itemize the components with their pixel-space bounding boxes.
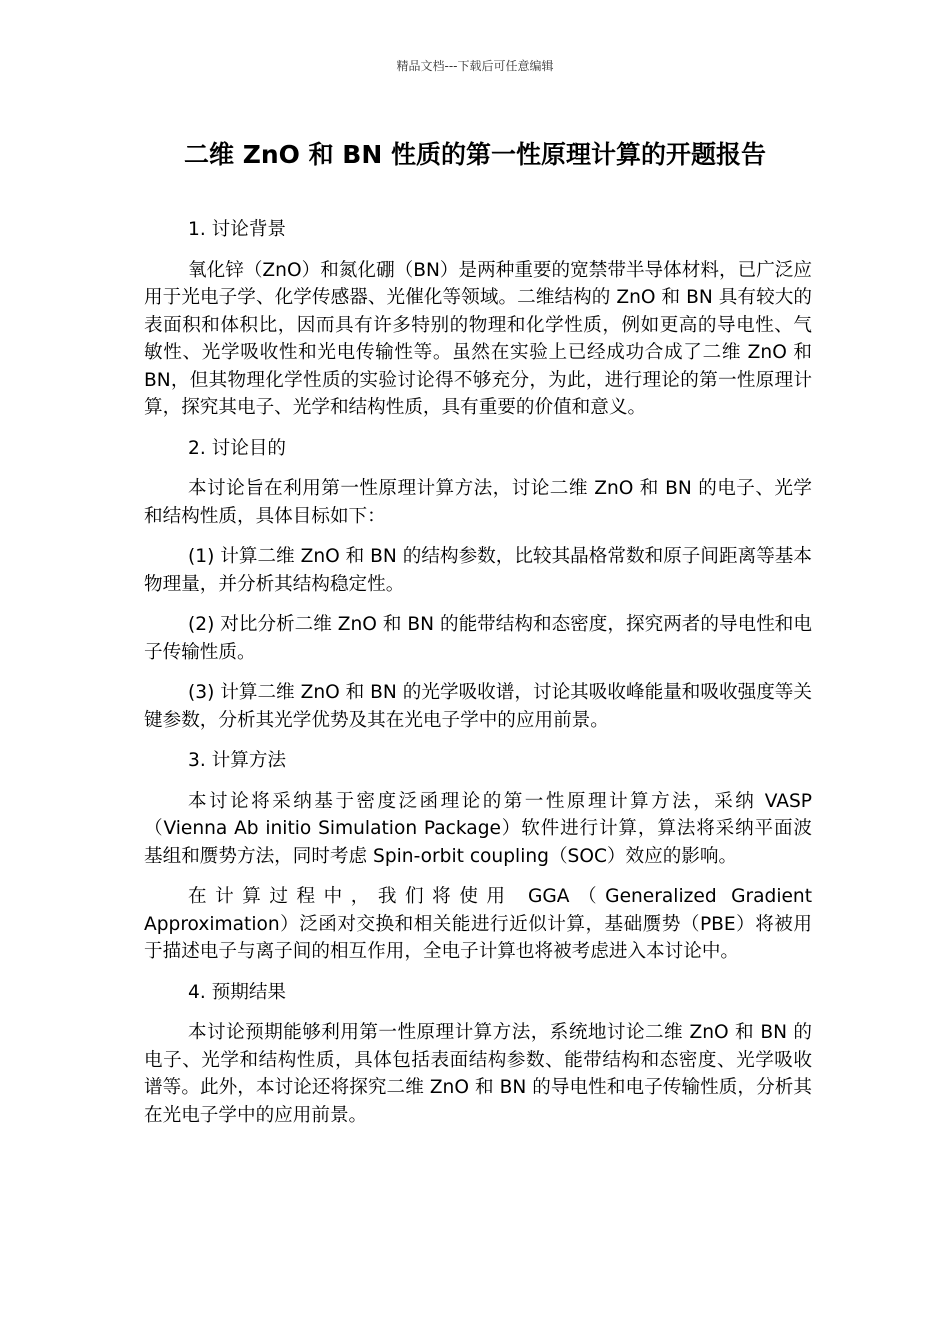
section-heading-expected-results: 4. 预期结果: [188, 981, 287, 1003]
paragraph: 本讨论旨在利用第一性原理计算方法，讨论二维 ZnO 和 BN 的电子、光学和结构性质，具体目标如下：: [144, 478, 812, 527]
list-item: (3) 计算二维 ZnO 和 BN 的光学吸收谱，讨论其吸收峰能量和吸收强度等关键参数，分析其光学优势及其在光电子学中的应用前景。: [144, 682, 812, 731]
paragraph: 本讨论预期能够利用第一性原理计算方法，系统地讨论二维 ZnO 和 BN 的电子、光学和结构性质，具体包括表面结构参数、能带结构和态密度、光学吸收谱等。此外，本讨论还将探究二维 ZnO 和 BN 的导电性和电子传输性质，分析其在光电子学中的应用前景。: [144, 1022, 812, 1126]
page-header: 精品文档---下载后可任意编辑: [396, 59, 554, 73]
paragraph: 本讨论将采纳基于密度泛函理论的第一性原理计算方法，采纳 VASP（Vienna Ab initio Simulation Package）软件进行计算，算法将采纳平面波基组和赝势方法，同时考虑 Spin-orbit coupling（SOC）效应的影响。: [144, 790, 812, 867]
section-heading-background: 1. 讨论背景: [188, 219, 287, 240]
document-body: [144, 216, 812, 1142]
section-heading-method: 3. 计算方法: [188, 750, 287, 771]
paragraph: 在计算过程中，我们将使用 GGA（Generalized Gradient Approximation）泛函对交换和相关能进行近似计算，基础赝势（PBE）将被用于描述电子与离子间的相互作用，全电子计算也将被考虑进入本讨论中。: [144, 886, 812, 962]
list-item: (1) 计算二维 ZnO 和 BN 的结构参数，比较其晶格常数和原子间距离等基本物理量，并分析其结构稳定性。: [144, 546, 812, 595]
paragraph: 氧化锌（ZnO）和氮化硼（BN）是两种重要的宽禁带半导体材料，已广泛应用于光电子学、化学传感器、光催化等领域。二维结构的 ZnO 和 BN 具有较大的表面积和体积比，因而具有许多特别的物理和化学性质，例如更高的导电性、气敏性、光学吸收性和光电传输性等。虽然在实验上已经成功合成了二维 ZnO 和 BN，但其物理化学性质的实验讨论得不够充分，为此，进行理论的第一性原理计算，探究其电子、光学和结构性质，具有重要的价值和意义。: [144, 259, 812, 418]
section-heading-purpose: 2. 讨论目的: [188, 437, 287, 459]
list-item: (2) 对比分析二维 ZnO 和 BN 的能带结构和态密度，探究两者的导电性和电子传输性质。: [144, 614, 812, 663]
document-title: 二维 ZnO 和 BN 性质的第一性原理计算的开题报告: [184, 140, 766, 169]
